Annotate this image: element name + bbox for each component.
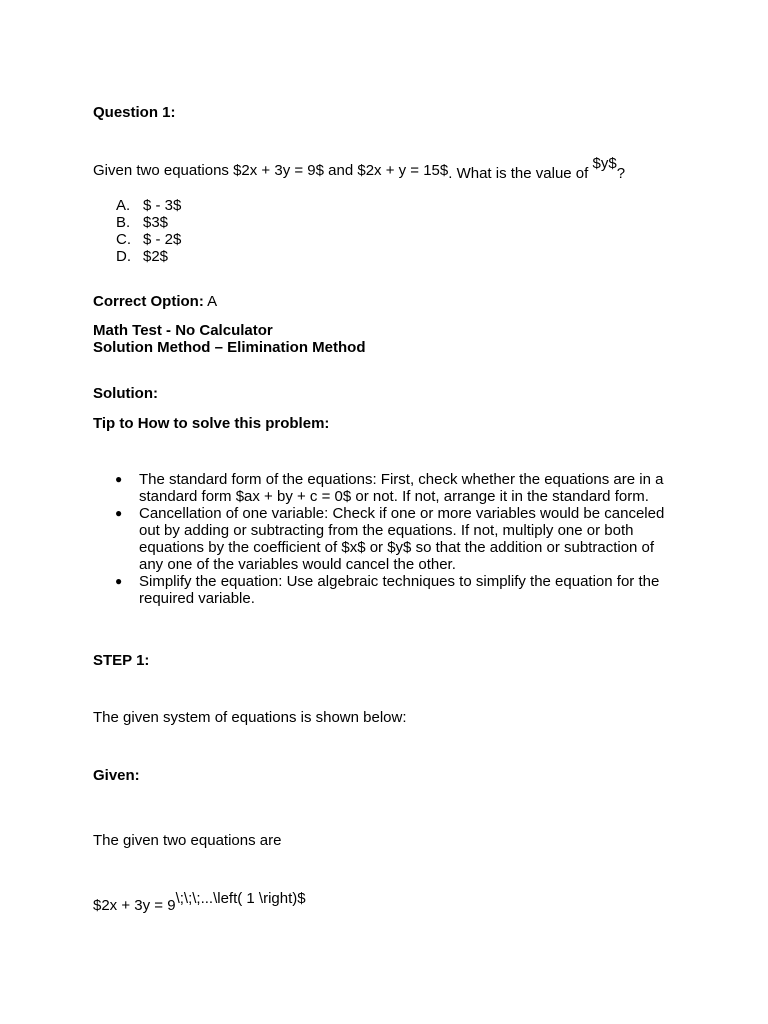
correct-option-label: Correct Option:	[93, 293, 204, 310]
tip-item	[115, 505, 675, 573]
question-text-tail: . What is the value of	[448, 165, 593, 182]
question-heading: Question 1:	[93, 104, 176, 121]
tip-item	[115, 471, 675, 505]
option-value: $2$	[143, 248, 169, 265]
option-value: $ - 3$	[143, 197, 182, 214]
option-letter: A.	[116, 197, 131, 214]
solution-heading: Solution:	[93, 385, 158, 402]
equation-1-main: $2x + 3y = 9	[93, 897, 176, 914]
equation-1	[93, 890, 306, 914]
tip-heading: Tip to How to solve this problem:	[93, 415, 330, 432]
question-text-main: Given two equations $2x + 3y = 9$ and $2x + y = 15$	[93, 162, 449, 179]
option-letter: B.	[116, 214, 131, 231]
given-heading: Given:	[93, 767, 140, 784]
tip-text: Simplify the equation: Use algebraic techniques to simplify the equation for the required variable.	[139, 573, 660, 607]
question-raised-variable: $y$	[592, 155, 617, 172]
bullet-icon: ●	[115, 472, 123, 486]
system-intro: The given system of equations is shown below:	[93, 709, 407, 726]
option-letter: C.	[116, 231, 131, 248]
tips-list	[115, 471, 675, 607]
bullet-icon: ●	[115, 506, 123, 520]
tip-text: Cancellation of one variable: Check if one or more variables would be canceled out by adding or subtracting from the equations. If not, multiply one or both equations by the coefficient of $x$ or $y$ so that the addition or subtraction of any one of the variables would cancel the other.	[139, 505, 665, 573]
equation-1-label: \;\;\;...\left( 1 \right)$	[175, 890, 306, 907]
question-text	[93, 155, 626, 182]
bullet-icon: ●	[115, 574, 123, 588]
solution-method: Solution Method – Elimination Method	[93, 339, 366, 356]
option-letter: D.	[116, 248, 131, 265]
correct-option	[93, 293, 217, 310]
tip-item	[115, 573, 675, 607]
option-value: $3$	[143, 214, 169, 231]
equations-intro: The given two equations are	[93, 832, 282, 849]
step1-heading: STEP 1:	[93, 652, 150, 669]
test-type: Math Test - No Calculator	[93, 322, 273, 339]
option-value: $ - 2$	[143, 231, 182, 248]
question-end-mark: ?	[616, 165, 626, 182]
tip-text: The standard form of the equations: First, check whether the equations are in a standard form $ax + by + c = 0$ or not. If not, arrange it in the standard form.	[139, 471, 664, 505]
correct-option-value: A	[203, 293, 218, 310]
